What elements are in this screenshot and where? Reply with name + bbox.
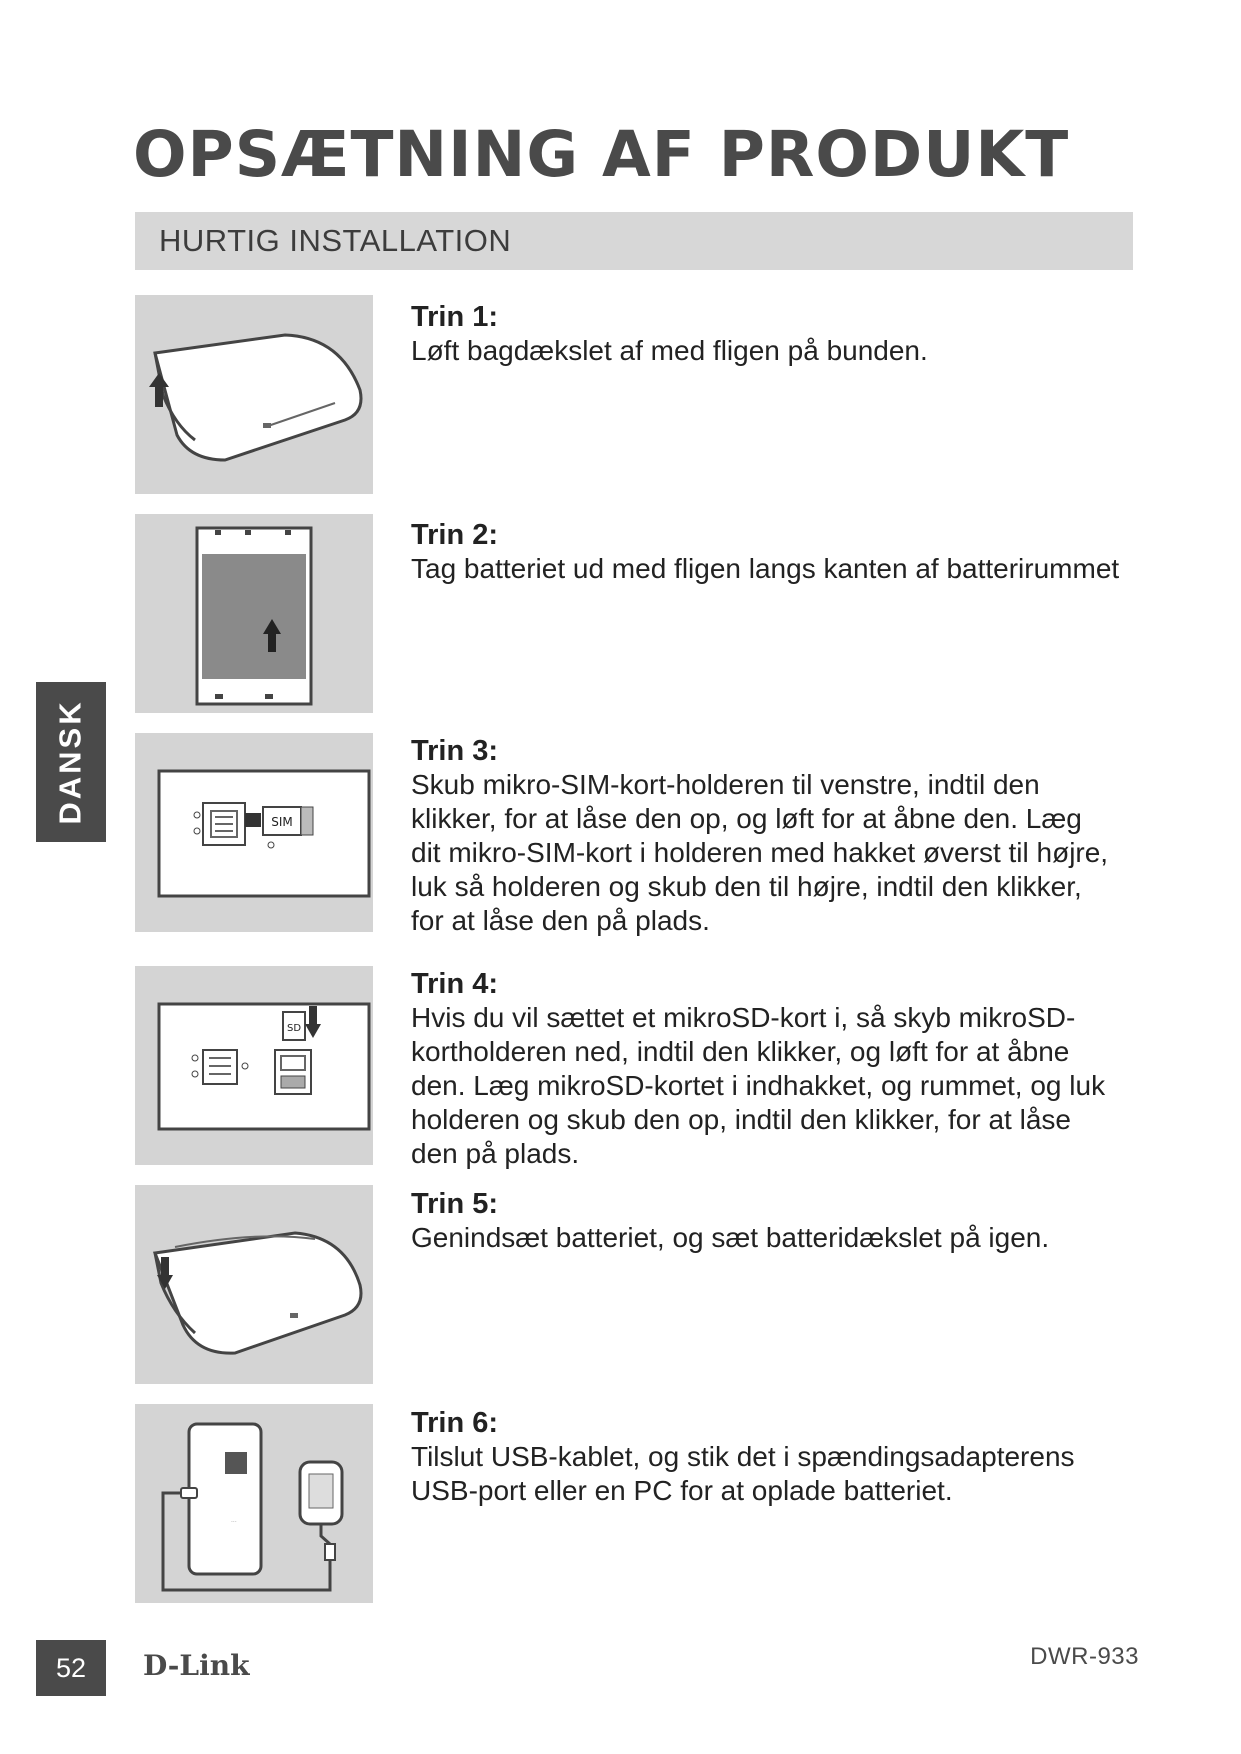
step-4-illustration (135, 966, 373, 1165)
step-4-line-3: den. Læg mikroSD-kortet i indhakket, og rummet, og luk (411, 1070, 1106, 1101)
step-2-line-1: Tag batteriet ud med fligen langs kanten af batterirummet (411, 553, 1120, 584)
step-3-title: Trin 3: (411, 735, 499, 767)
language-tab-label: DANSK (53, 699, 89, 825)
svg-text:···: ··· (231, 1519, 237, 1526)
page-title: OPSÆTNING AF PRODUKT (133, 118, 1070, 191)
model-number: DWR-933 (1030, 1643, 1139, 1670)
step-4 (411, 967, 1161, 1171)
step-4-line-4: holderen og skub den op, indtil den klikker, for at låse (411, 1104, 1071, 1135)
step-1-line-1: Løft bagdækslet af med fligen på bunden. (411, 335, 928, 366)
step-4-line-2: kortholderen ned, indtil den klikker, og løft for at åbne (411, 1036, 1070, 1067)
step-3-line-3: dit mikro-SIM-kort i holderen med hakket øverst til højre, (411, 837, 1109, 868)
sd-card-label: SD (286, 1023, 302, 1034)
step-6 (411, 1406, 1161, 1508)
step-1-illustration (135, 295, 373, 494)
section-heading: HURTIG INSTALLATION (135, 212, 1133, 270)
step-3-line-4: luk så holderen og skub den til højre, indtil den klikker, (411, 871, 1082, 902)
step-6-illustration (135, 1404, 373, 1603)
step-3-line-5: for at låse den på plads. (411, 905, 710, 936)
step-3 (411, 734, 1161, 938)
step-3-line-2: klikker, for at låse den op, og løft for at åbne den. Læg (411, 803, 1082, 834)
step-6-line-1: Tilslut USB-kablet, og stik det i spændingsadapterens (411, 1441, 1075, 1472)
language-tab (36, 682, 106, 842)
step-4-title: Trin 4: (411, 968, 499, 1000)
step-1-title: Trin 1: (411, 301, 499, 333)
step-5-illustration (135, 1185, 373, 1384)
step-2 (411, 518, 1161, 586)
step-2-title: Trin 2: (411, 519, 499, 551)
step-5-title: Trin 5: (411, 1188, 499, 1220)
step-5-line-1: Genindsæt batteriet, og sæt batteridækslet på igen. (411, 1222, 1050, 1253)
step-6-title: Trin 6: (411, 1407, 499, 1439)
sim-card-label: SIM (271, 815, 293, 829)
step-3-illustration (135, 733, 373, 932)
step-6-line-2: USB-port eller en PC for at oplade batteriet. (411, 1475, 953, 1506)
step-2-illustration (135, 514, 373, 713)
step-5 (411, 1187, 1161, 1255)
step-4-line-5: den på plads. (411, 1138, 580, 1169)
step-3-line-1: Skub mikro-SIM-kort-holderen til venstre, indtil den (411, 769, 1040, 800)
brand-logo: D-Link (143, 1649, 250, 1682)
step-4-line-1: Hvis du vil sættet et mikroSD-kort i, så skyb mikroSD- (411, 1002, 1076, 1033)
page-number: 52 (36, 1640, 106, 1696)
step-1 (411, 300, 1161, 368)
